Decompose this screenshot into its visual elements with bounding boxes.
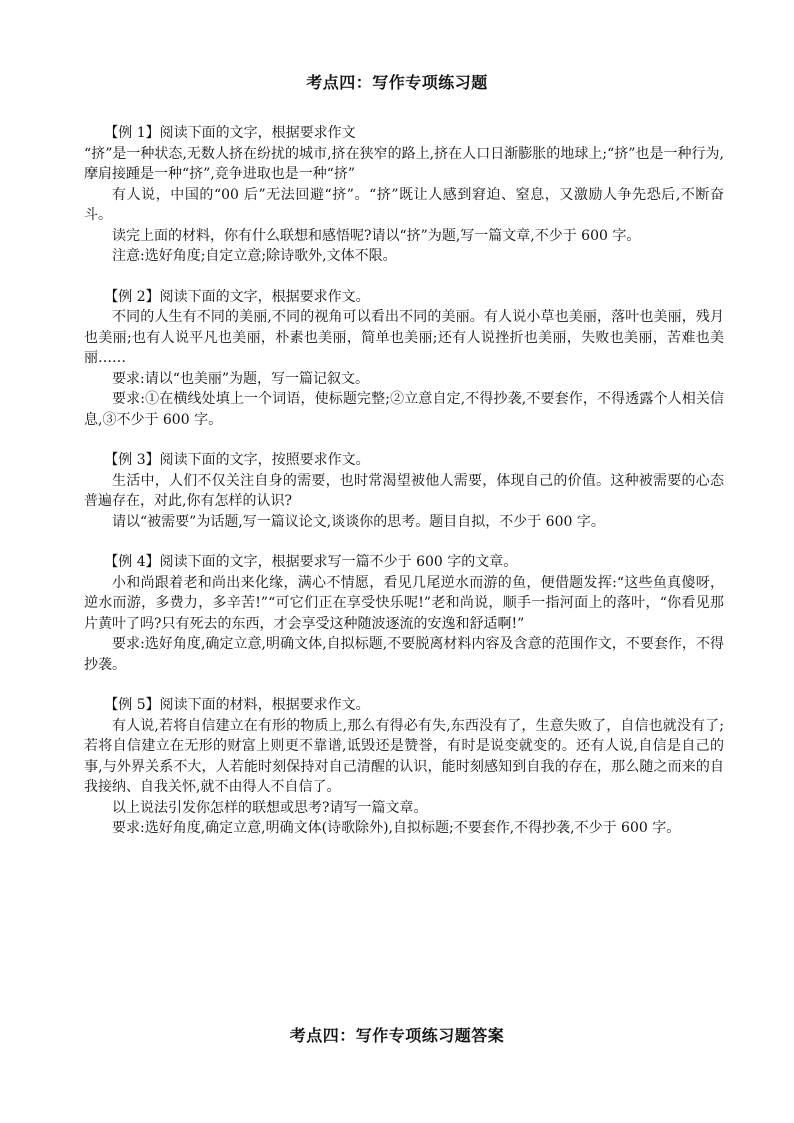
example-heading: 【例 1】阅读下面的文字，根据要求作文 [104, 125, 356, 141]
answer-section-title: 考点四：写作专项练习题答案 [289, 1026, 505, 1045]
example-3 [84, 450, 724, 532]
example-paragraph: 要求:选好角度,确定立意,明确文体,自拟标题,不要脱离材料内容及含意的范围作文，不要套作，不得抄袭。 [84, 636, 724, 673]
example-heading: 【例 5】阅读下面的材料，根据要求作文。 [104, 697, 370, 713]
example-paragraph: 要求:选好角度,确定立意,明确文体(诗歌除外),自拟标题;不要套作,不得抄袭,不少于 600 字。 [112, 820, 681, 836]
example-paragraph: “挤”是一种状态,无数人挤在纷扰的城市,挤在狭窄的路上,挤在人口日渐膨胀的地球上;“挤”也是一种行为,摩肩接踵是一种“挤”,竞争进取也是一种“挤” [84, 145, 724, 182]
example-2 [84, 287, 724, 431]
example-paragraph: 有人说,若将自信建立在有形的物质上,那么有得必有失,东西没有了，生意失败了，自信也就没有了;若将自信建立在无形的财富上则更不靠谱,诋毁还是赞誉，有时是说变就变的。还有人说,自信是自己的事,与外界关系不大，人若能时刻保持对自己清醒的认识，能时刻感知到自我的存在，那么随之而来的自我接纳、自我关怀,就不由得人不自信了。 [84, 717, 724, 795]
example-paragraph: 请以“被需要”为话题,写一篇议论文,谈谈你的思考。题目自拟，不少于 600 字。 [112, 513, 605, 530]
example-paragraph: 不同的人生有不同的美丽,不同的视角可以看出不同的美丽。有人说小草也美丽，落叶也美丽，残月也美丽;也有人说平凡也美丽，朴素也美丽，简单也美丽;还有人说挫折也美丽，失败也美丽，苦难也美丽…… [84, 309, 724, 366]
example-heading: 【例 2】阅读下面的文字，根据要求作文。 [104, 288, 370, 305]
example-paragraph: 生活中，人们不仅关注自身的需要，也时常渴望被他人需要，体现自己的价值。这种被需要的心态普遍存在，对此,你有怎样的认识? [84, 472, 724, 509]
example-heading: 【例 3】阅读下面的文字，按照要求作文。 [104, 452, 370, 468]
example-paragraph: 以上说法引发你怎样的联想或思考?请写一篇文章。 [112, 799, 428, 816]
example-4 [84, 552, 724, 675]
example-paragraph: 要求:请以“也美丽”为题，写一篇记叙文。 [112, 370, 370, 387]
example-paragraph: 要求:①在横线处填上一个词语，使标题完整;②立意自定,不得抄袭,不要套作，不得透露个人相关信息,③不少于 600 字。 [84, 391, 724, 428]
example-5 [84, 695, 724, 839]
example-paragraph: 读完上面的材料，你有什么联想和感悟呢?请以“挤”为题,写一篇文章,不少于 600 字。 [112, 227, 641, 244]
example-paragraph: 注意:选好角度;自定立意;除诗歌外,文体不限。 [112, 248, 397, 264]
example-heading: 【例 4】阅读下面的文字，根据要求写一篇不少于 600 字的文章。 [104, 554, 518, 570]
example-paragraph: 有人说，中国的“00 后”无法回避“挤”。“挤”既让人感到窘迫、窒息，又激励人争先恐后,不断奋斗。 [84, 186, 724, 223]
example-paragraph: 小和尚跟着老和尚出来化缘，满心不情愿，看见几尾逆水而游的鱼，便借题发挥:“这些鱼真傻呀，逆水而游，多费力，多辛苦!”“可它们正在享受快乐呢!”老和尚说，顺手一指河面上的落叶，“你看见那片黄叶了吗?只有死去的东西，才会享受这种随波逐流的安逸和舒适啊!” [84, 574, 724, 632]
page-title: 考点四：写作专项练习题 [306, 73, 488, 92]
example-1 [84, 123, 724, 267]
exercise-list [84, 123, 724, 859]
